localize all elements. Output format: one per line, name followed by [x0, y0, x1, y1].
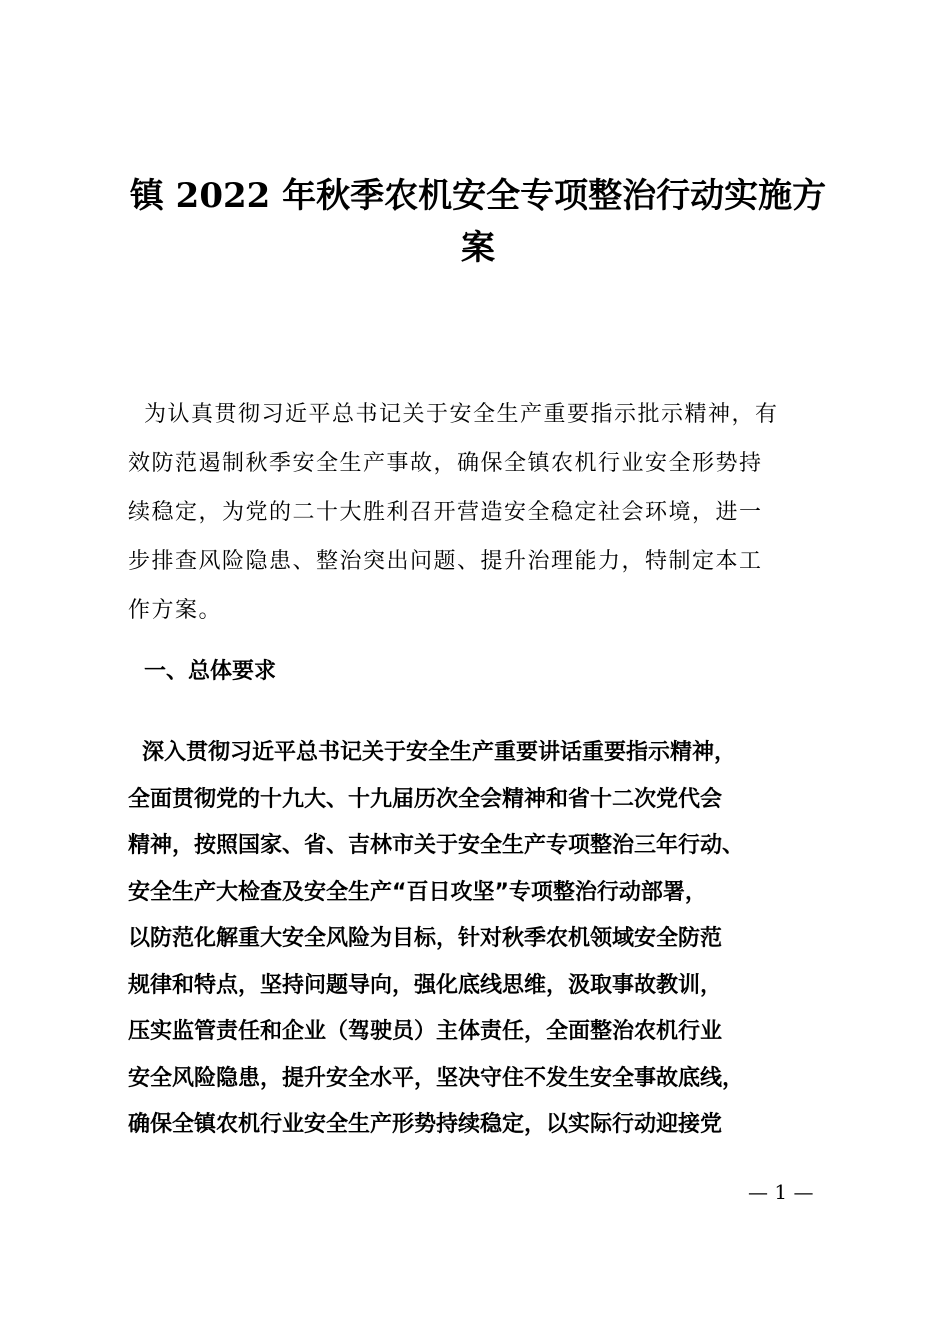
title-line-1: 镇 2022 年秋季农机安全专项整治行动实施方 — [129, 176, 827, 216]
intro-line: 步排查风险隐患、整治突出问题、提升治理能力，特制定本工 — [128, 549, 763, 574]
body-line: 确保全镇农机行业安全生产形势持续稳定，以实际行动迎接党 — [128, 1112, 723, 1137]
intro-line: 效防范遏制秋季安全生产事故，确保全镇农机行业安全形势持 — [128, 451, 763, 476]
section-heading: 一、总体要求 — [144, 659, 277, 684]
body-line: 全面贯彻党的十九大、十九届历次全会精神和省十二次党代会 — [128, 786, 723, 812]
document-title — [128, 170, 828, 274]
title-line-2: 案 — [461, 228, 495, 268]
body-line: 安全生产大检查及安全生产“百日攻坚”专项整治行动部署， — [128, 879, 707, 905]
intro-paragraph — [128, 390, 828, 635]
page-number: — 1 — — [748, 1180, 814, 1204]
intro-line: 作方案。 — [128, 598, 223, 623]
body-line: 安全风险隐患，提升安全水平，坚决守住不发生安全事故底线， — [128, 1065, 745, 1091]
body-line: 以防范化解重大安全风险为目标，针对秋季农机领域安全防范 — [128, 926, 723, 951]
body-line: 精神，按照国家、省、吉林市关于安全生产专项整治三年行动、 — [128, 833, 745, 858]
intro-line: 续稳定，为党的二十大胜利召开营造安全稳定社会环境，进一 — [128, 500, 763, 525]
body-line: 压实监管责任和企业（驾驶员）主体责任，全面整治农机行业 — [128, 1019, 723, 1044]
intro-line: 为认真贯彻习近平总书记关于安全生产重要指示批示精神，有 — [144, 402, 779, 427]
body-line: 深入贯彻习近平总书记关于安全生产重要讲话重要指示精神， — [142, 740, 737, 765]
body-paragraph — [128, 730, 848, 1149]
body-line: 规律和特点，坚持问题导向，强化底线思维，汲取事故教训， — [128, 972, 723, 998]
